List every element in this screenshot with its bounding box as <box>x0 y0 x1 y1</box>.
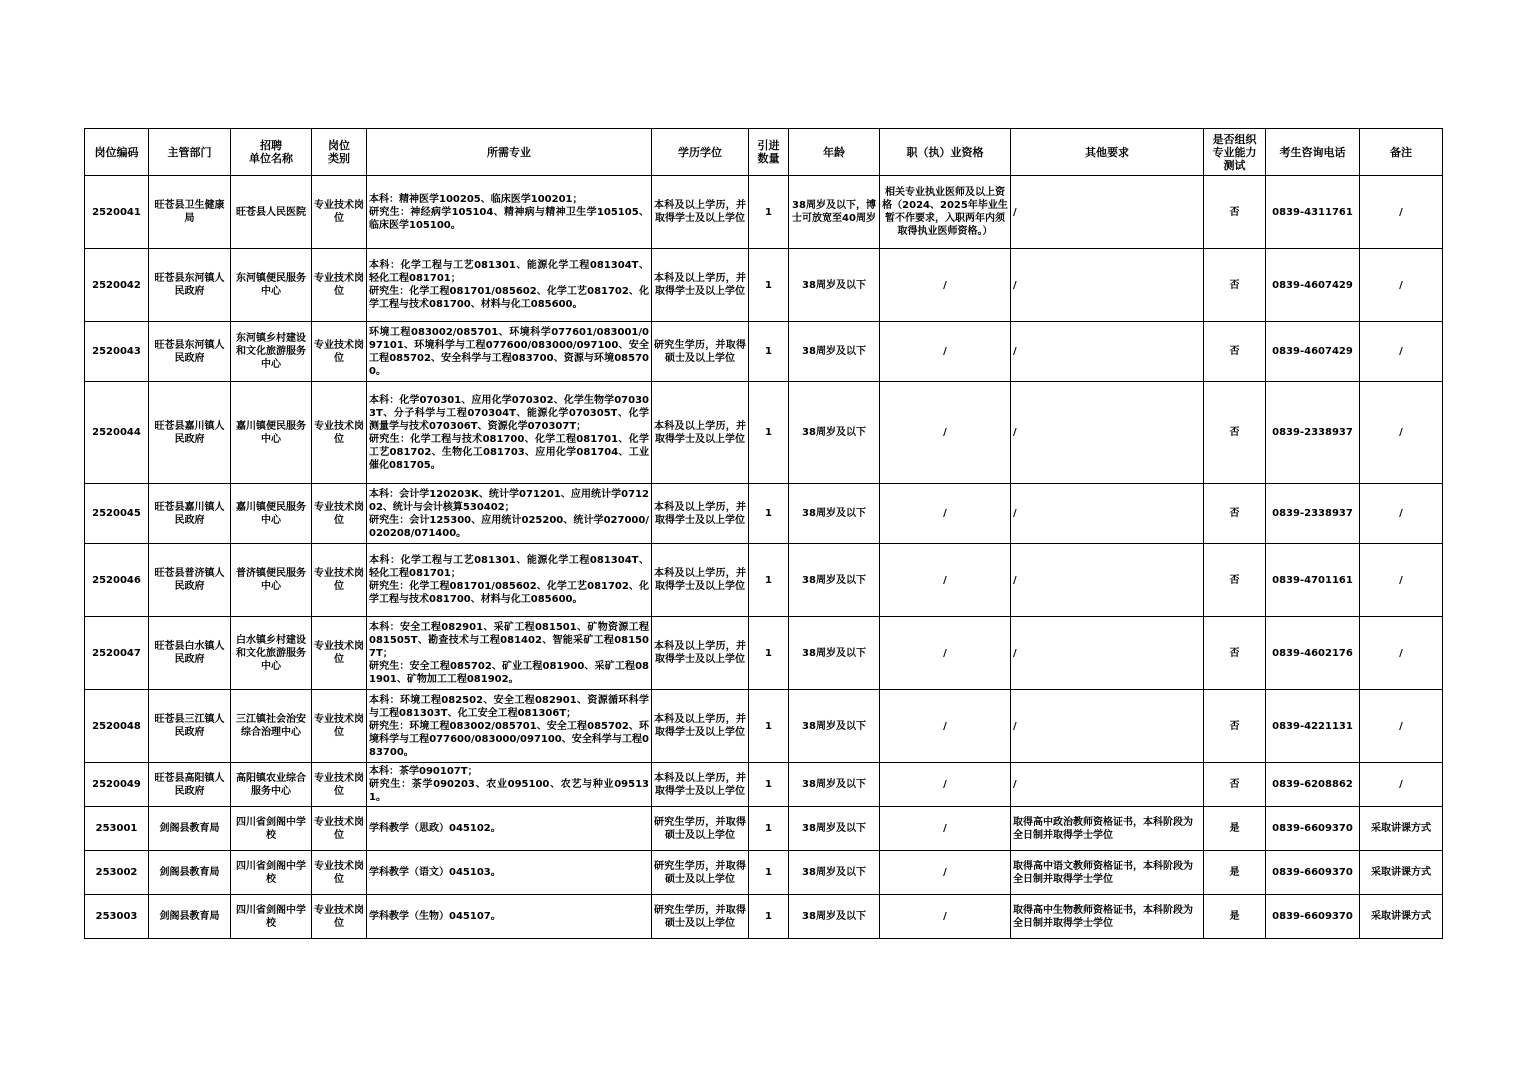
cell-count: 1 <box>749 807 789 851</box>
cell-other: / <box>1011 249 1204 322</box>
cell-code: 2520048 <box>85 690 149 763</box>
cell-code: 2520043 <box>85 322 149 382</box>
cell-other: / <box>1011 176 1204 249</box>
major-line: 学科教学（语文）045103。 <box>369 867 501 878</box>
cell-major <box>367 617 652 690</box>
cell-code: 2520044 <box>85 382 149 484</box>
table-row <box>85 484 1443 544</box>
cell-unit: 四川省剑阁中学校 <box>231 895 312 939</box>
cell-dept: 旺苍县东河镇人民政府 <box>149 249 231 322</box>
cell-type: 专业技术岗位 <box>312 895 367 939</box>
cell-other: / <box>1011 322 1204 382</box>
major-line: 本科：安全工程082901、采矿工程081501、矿物资源工程081505T、勘查技术与工程081402、智能采矿工程081507T； <box>369 621 649 659</box>
cell-major <box>367 484 652 544</box>
header-test-line2: 专业能力 <box>1212 145 1257 159</box>
table-row <box>85 382 1443 484</box>
cell-type: 专业技术岗位 <box>312 249 367 322</box>
cell-unit: 普济镇便民服务中心 <box>231 544 312 617</box>
cell-unit: 东河镇便民服务中心 <box>231 249 312 322</box>
table-row <box>85 690 1443 763</box>
cell-dept: 旺苍县三江镇人民政府 <box>149 690 231 763</box>
cell-edu: 本科及以上学历，并取得学士及以上学位 <box>652 176 749 249</box>
major-line: 本科：环境工程082502、安全工程082901、资源循环科学与工程081303T、化工安全工程081306T； <box>369 694 649 719</box>
cell-remark: / <box>1360 249 1443 322</box>
cell-major <box>367 851 652 895</box>
cell-phone: 0839-6208862 <box>1266 763 1360 807</box>
header-count-line2: 数量 <box>757 152 780 165</box>
cell-major <box>367 895 652 939</box>
header-code: 岗位编码 <box>85 129 149 176</box>
cell-type: 专业技术岗位 <box>312 690 367 763</box>
cell-unit: 四川省剑阁中学校 <box>231 807 312 851</box>
cell-remark: / <box>1360 763 1443 807</box>
cell-edu: 本科及以上学历，并取得学士及以上学位 <box>652 484 749 544</box>
header-unit-line2: 单位名称 <box>249 152 293 165</box>
cell-code: 2520041 <box>85 176 149 249</box>
cell-other: / <box>1011 382 1204 484</box>
cell-dept: 旺苍县白水镇人民政府 <box>149 617 231 690</box>
header-unit-line1: 招聘 <box>260 139 282 152</box>
table-row <box>85 807 1443 851</box>
header-test <box>1204 129 1266 176</box>
cell-phone: 0839-6609370 <box>1266 851 1360 895</box>
cell-remark: / <box>1360 322 1443 382</box>
cell-age: 38周岁及以下 <box>789 617 880 690</box>
cell-unit: 三江镇社会治安综合治理中心 <box>231 690 312 763</box>
cell-type: 专业技术岗位 <box>312 544 367 617</box>
cell-phone: 0839-4221131 <box>1266 690 1360 763</box>
cell-type: 专业技术岗位 <box>312 176 367 249</box>
cell-qual: / <box>880 807 1011 851</box>
cell-code: 2520047 <box>85 617 149 690</box>
major-line: 学科教学（思政）045102。 <box>369 823 501 834</box>
cell-dept: 剑阁县教育局 <box>149 807 231 851</box>
major-line: 本科：茶学090107T； <box>369 766 478 777</box>
cell-type: 专业技术岗位 <box>312 617 367 690</box>
cell-count: 1 <box>749 544 789 617</box>
cell-test: 否 <box>1204 763 1266 807</box>
cell-remark: / <box>1360 484 1443 544</box>
table-row <box>85 322 1443 382</box>
cell-count: 1 <box>749 690 789 763</box>
major-line: 研究生：化学工程081701/085602、化学工艺081702、化学工程与技术081700、材料与化工085600。 <box>369 286 649 310</box>
cell-dept: 旺苍县普济镇人民政府 <box>149 544 231 617</box>
cell-type: 专业技术岗位 <box>312 382 367 484</box>
header-age: 年龄 <box>789 129 880 176</box>
cell-phone: 0839-4701161 <box>1266 544 1360 617</box>
table-row <box>85 617 1443 690</box>
cell-age: 38周岁及以下 <box>789 895 880 939</box>
cell-other: / <box>1011 544 1204 617</box>
cell-major <box>367 322 652 382</box>
cell-edu: 本科及以上学历，并取得学士及以上学位 <box>652 617 749 690</box>
cell-dept: 旺苍县东河镇人民政府 <box>149 322 231 382</box>
cell-dept: 旺苍县高阳镇人民政府 <box>149 763 231 807</box>
cell-age: 38周岁及以下，博士可放宽至40周岁 <box>789 176 880 249</box>
cell-code: 253003 <box>85 895 149 939</box>
cell-major <box>367 382 652 484</box>
major-line: 研究生：化学工程081701/085602、化学工艺081702、化学工程与技术081700、材料与化工085600。 <box>369 581 649 605</box>
header-type <box>312 129 367 176</box>
cell-phone: 0839-2338937 <box>1266 484 1360 544</box>
header-other: 其他要求 <box>1011 129 1204 176</box>
cell-type: 专业技术岗位 <box>312 807 367 851</box>
table-row <box>85 544 1443 617</box>
cell-qual: / <box>880 249 1011 322</box>
cell-test: 否 <box>1204 176 1266 249</box>
cell-type: 专业技术岗位 <box>312 851 367 895</box>
cell-remark: / <box>1360 176 1443 249</box>
cell-unit: 嘉川镇便民服务中心 <box>231 484 312 544</box>
cell-qual: / <box>880 382 1011 484</box>
major-line: 研究生：环境工程083002/085701、安全工程085702、环境科学与工程077600/083000/097100、安全科学与工程083700。 <box>369 720 649 758</box>
cell-age: 38周岁及以下 <box>789 484 880 544</box>
cell-major <box>367 176 652 249</box>
major-line: 本科：化学070301、应用化学070302、化学生物学070303T、分子科学与工程070304T、能源化学070305T、化学测量学与技术070306T、资源化学070307T； <box>369 394 649 432</box>
header-qual: 职（执）业资格 <box>880 129 1011 176</box>
cell-qual: / <box>880 484 1011 544</box>
cell-age: 38周岁及以下 <box>789 807 880 851</box>
cell-test: 否 <box>1204 249 1266 322</box>
header-count-line1: 引进 <box>757 139 780 152</box>
cell-count: 1 <box>749 895 789 939</box>
cell-code: 2520046 <box>85 544 149 617</box>
cell-phone: 0839-2338937 <box>1266 382 1360 484</box>
major-line: 本科：化学工程与工艺081301、能源化学工程081304T、轻化工程081701； <box>369 260 649 284</box>
cell-dept: 旺苍县嘉川镇人民政府 <box>149 382 231 484</box>
cell-phone: 0839-6609370 <box>1266 807 1360 851</box>
cell-code: 253002 <box>85 851 149 895</box>
cell-qual: / <box>880 763 1011 807</box>
cell-unit: 白水镇乡村建设和文化旅游服务中心 <box>231 617 312 690</box>
cell-test: 否 <box>1204 544 1266 617</box>
cell-other: / <box>1011 617 1204 690</box>
cell-major <box>367 763 652 807</box>
table-row <box>85 176 1443 249</box>
cell-remark: / <box>1360 690 1443 763</box>
cell-age: 38周岁及以下 <box>789 851 880 895</box>
cell-qual: / <box>880 322 1011 382</box>
major-line: 环境工程083002/085701、环境科学077601/083001/097101、环境科学与工程077600/083000/097100、安全工程085702、安全科学与工程083700、资源与环境085700。 <box>369 326 649 377</box>
cell-edu: 本科及以上学历，并取得学士及以上学位 <box>652 690 749 763</box>
cell-code: 2520049 <box>85 763 149 807</box>
header-major: 所需专业 <box>367 129 652 176</box>
cell-unit: 东河镇乡村建设和文化旅游服务中心 <box>231 322 312 382</box>
cell-dept: 旺苍县嘉川镇人民政府 <box>149 484 231 544</box>
cell-age: 38周岁及以下 <box>789 322 880 382</box>
cell-test: 是 <box>1204 895 1266 939</box>
cell-dept: 剑阁县教育局 <box>149 895 231 939</box>
table-body <box>85 176 1443 939</box>
major-line: 本科：精神医学100205、临床医学100201； <box>369 193 583 205</box>
cell-other: 取得高中政治教师资格证书，本科阶段为全日制并取得学士学位 <box>1011 807 1204 851</box>
cell-major <box>367 807 652 851</box>
cell-remark: / <box>1360 544 1443 617</box>
cell-age: 38周岁及以下 <box>789 690 880 763</box>
header-dept: 主管部门 <box>149 129 231 176</box>
major-line: 研究生：会计125300、应用统计025200、统计学027000/020208/071400。 <box>369 514 649 539</box>
cell-test: 否 <box>1204 382 1266 484</box>
cell-unit: 高阳镇农业综合服务中心 <box>231 763 312 807</box>
cell-major <box>367 690 652 763</box>
cell-test: 是 <box>1204 807 1266 851</box>
major-line: 研究生：神经病学105104、精神病与精神卫生学105105、临床医学105100。 <box>369 206 649 231</box>
cell-edu: 本科及以上学历，并取得学士及以上学位 <box>652 763 749 807</box>
cell-test: 否 <box>1204 322 1266 382</box>
cell-test: 否 <box>1204 617 1266 690</box>
cell-type: 专业技术岗位 <box>312 322 367 382</box>
cell-code: 2520042 <box>85 249 149 322</box>
cell-remark: 采取讲课方式 <box>1360 807 1443 851</box>
cell-edu: 研究生学历，并取得硕士及以上学位 <box>652 895 749 939</box>
cell-dept: 剑阁县教育局 <box>149 851 231 895</box>
cell-remark: 采取讲课方式 <box>1360 851 1443 895</box>
cell-type: 专业技术岗位 <box>312 763 367 807</box>
header-edu: 学历学位 <box>652 129 749 176</box>
cell-dept: 旺苍县卫生健康局 <box>149 176 231 249</box>
cell-qual: / <box>880 851 1011 895</box>
table-row <box>85 249 1443 322</box>
cell-qual: / <box>880 690 1011 763</box>
cell-test: 否 <box>1204 484 1266 544</box>
cell-other: / <box>1011 763 1204 807</box>
cell-remark: / <box>1360 382 1443 484</box>
cell-unit: 嘉川镇便民服务中心 <box>231 382 312 484</box>
header-test-line3: 测试 <box>1223 158 1246 172</box>
header-test-line1: 是否组织 <box>1212 132 1257 146</box>
table-row <box>85 763 1443 807</box>
cell-major <box>367 544 652 617</box>
cell-count: 1 <box>749 763 789 807</box>
cell-unit: 旺苍县人民医院 <box>231 176 312 249</box>
cell-edu: 研究生学历，并取得硕士及以上学位 <box>652 851 749 895</box>
cell-count: 1 <box>749 322 789 382</box>
cell-other: / <box>1011 690 1204 763</box>
cell-other: 取得高中语文教师资格证书，本科阶段为全日制并取得学士学位 <box>1011 851 1204 895</box>
cell-count: 1 <box>749 382 789 484</box>
major-line: 研究生：安全工程085702、矿业工程081900、采矿工程081901、矿物加工工程081902。 <box>369 660 649 685</box>
cell-test: 否 <box>1204 690 1266 763</box>
cell-edu: 本科及以上学历，并取得学士及以上学位 <box>652 382 749 484</box>
major-line: 学科教学（生物）045107。 <box>369 911 501 922</box>
cell-count: 1 <box>749 176 789 249</box>
cell-phone: 0839-6609370 <box>1266 895 1360 939</box>
header-count <box>749 129 789 176</box>
cell-remark: / <box>1360 617 1443 690</box>
major-line: 研究生：茶学090203、农业095100、农艺与种业095131。 <box>369 779 649 803</box>
major-line: 本科：会计学120203K、统计学071201、应用统计学071202、统计与会计核算530402； <box>369 488 649 513</box>
cell-phone: 0839-4607429 <box>1266 249 1360 322</box>
cell-qual: / <box>880 895 1011 939</box>
cell-count: 1 <box>749 617 789 690</box>
cell-count: 1 <box>749 851 789 895</box>
cell-type: 专业技术岗位 <box>312 484 367 544</box>
cell-age: 38周岁及以下 <box>789 544 880 617</box>
cell-other: 取得高中生物教师资格证书，本科阶段为全日制并取得学士学位 <box>1011 895 1204 939</box>
cell-count: 1 <box>749 249 789 322</box>
cell-phone: 0839-4311761 <box>1266 176 1360 249</box>
cell-count: 1 <box>749 484 789 544</box>
cell-phone: 0839-4607429 <box>1266 322 1360 382</box>
cell-edu: 研究生学历，并取得硕士及以上学位 <box>652 322 749 382</box>
cell-edu: 本科及以上学历，并取得学士及以上学位 <box>652 249 749 322</box>
cell-phone: 0839-4602176 <box>1266 617 1360 690</box>
cell-unit: 四川省剑阁中学校 <box>231 851 312 895</box>
header-phone: 考生咨询电话 <box>1266 129 1360 176</box>
table-row <box>85 851 1443 895</box>
cell-edu: 本科及以上学历，并取得学士及以上学位 <box>652 544 749 617</box>
cell-code: 2520045 <box>85 484 149 544</box>
table-row <box>85 895 1443 939</box>
cell-age: 38周岁及以下 <box>789 763 880 807</box>
recruitment-table <box>84 128 1443 939</box>
cell-qual: / <box>880 544 1011 617</box>
cell-major <box>367 249 652 322</box>
cell-code: 253001 <box>85 807 149 851</box>
cell-remark: 采取讲课方式 <box>1360 895 1443 939</box>
cell-age: 38周岁及以下 <box>789 249 880 322</box>
major-line: 研究生：化学工程与技术081700、化学工程081701、化学工艺081702、生物化工081703、应用化学081704、工业催化081705。 <box>369 433 649 471</box>
cell-other: / <box>1011 484 1204 544</box>
cell-age: 38周岁及以下 <box>789 382 880 484</box>
header-type-line2: 类别 <box>328 152 350 165</box>
cell-edu: 研究生学历，并取得硕士及以上学位 <box>652 807 749 851</box>
major-line: 本科：化学工程与工艺081301、能源化学工程081304T、轻化工程081701； <box>369 555 649 579</box>
header-type-line1: 岗位 <box>328 139 350 152</box>
cell-qual: / <box>880 617 1011 690</box>
table-header-row <box>85 129 1443 176</box>
header-unit <box>231 129 312 176</box>
header-remark: 备注 <box>1360 129 1443 176</box>
cell-test: 是 <box>1204 851 1266 895</box>
cell-qual: 相关专业执业医师及以上资格（2024、2025年毕业生暂不作要求，入职两年内须取得执业医师资格。） <box>880 176 1011 249</box>
